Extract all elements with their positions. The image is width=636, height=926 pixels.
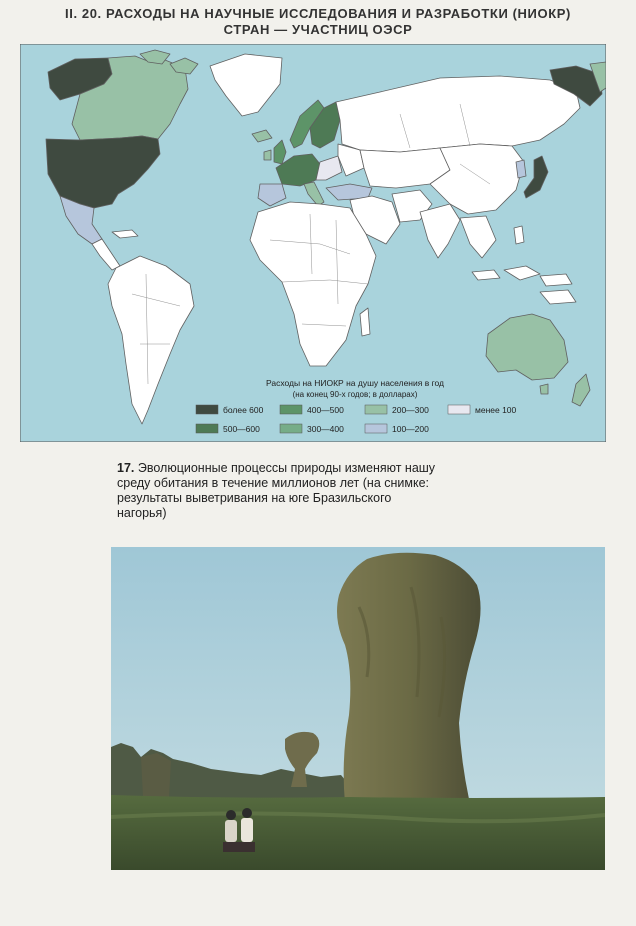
legend-title: Расходы на НИОКР на душу населения в год (265, 378, 445, 388)
legend-label-6: 100—200 (392, 424, 429, 434)
indonesia-3 (540, 274, 572, 286)
rock-column-left (141, 753, 171, 797)
korea (516, 160, 526, 178)
photo-caption (117, 461, 437, 521)
grassland (111, 795, 605, 870)
legend-subtitle: (на конец 90-х годов; в долларах) (292, 390, 418, 399)
legend-label-3: 400—500 (307, 405, 344, 415)
legend-label-7: менее 100 (475, 405, 517, 415)
legend-swatch-7 (448, 405, 470, 414)
legend-swatch-3 (280, 405, 302, 414)
legend-label-1: более 600 (223, 405, 264, 415)
legend-swatch-2 (196, 424, 218, 433)
ireland (264, 150, 271, 160)
world-map (20, 44, 606, 442)
caption-text: Эволюционные процессы природы изменяют нашу среду обитания в течение миллионов лет (на снимке: результаты выветривания на юге Бразильского нагорья) (117, 461, 436, 520)
legend-label-4: 300—400 (307, 424, 344, 434)
legend-label-5: 200—300 (392, 405, 429, 415)
large-rock (337, 553, 481, 803)
page-title-line-1: II. 20. РАСХОДЫ НА НАУЧНЫЕ ИССЛЕДОВАНИЯ И РАЗРАБОТКИ (НИОКР) (65, 6, 571, 21)
legend-swatch-6 (365, 424, 387, 433)
legend-label-2: 500—600 (223, 424, 260, 434)
page-title-line-2: СТРАН — УЧАСТНИЦ ОЭСР (223, 22, 413, 37)
tasmania (540, 384, 548, 394)
legend-swatch-4 (280, 424, 302, 433)
caption-number: 17. (117, 461, 135, 475)
legend-swatch-1 (196, 405, 218, 414)
weathered-rock-photo (111, 547, 605, 870)
philippines (514, 226, 524, 244)
legend-swatch-5 (365, 405, 387, 414)
